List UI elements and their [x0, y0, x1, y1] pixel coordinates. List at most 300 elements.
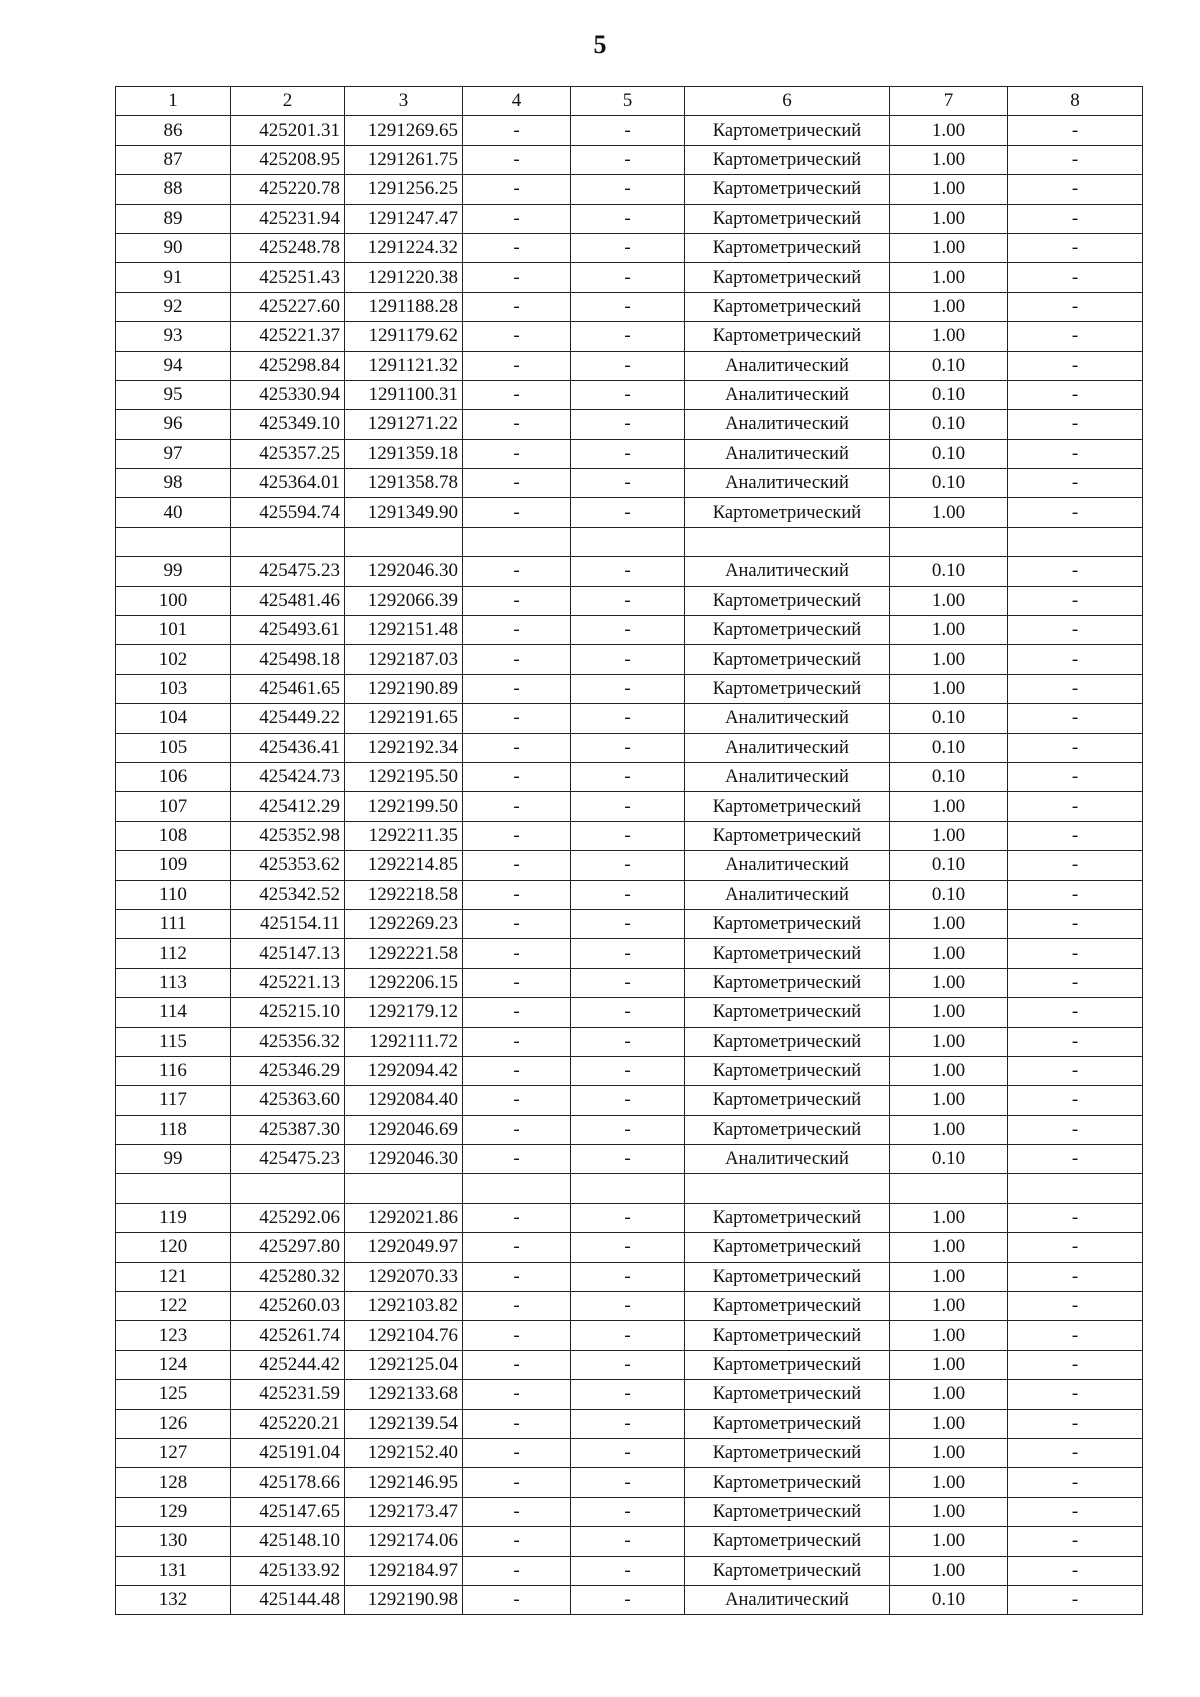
cell-coord-x: 425191.04: [231, 1438, 345, 1467]
cell-method: Аналитический: [685, 439, 890, 468]
cell-col-4: -: [463, 557, 571, 586]
table-row: [116, 616, 1143, 645]
cell-col-8: -: [1008, 645, 1143, 674]
cell-col-4: -: [463, 1321, 571, 1350]
cell-accuracy: 1.00: [890, 1409, 1008, 1438]
cell-coord-x: 425221.37: [231, 322, 345, 351]
cell-col-5: [571, 527, 685, 556]
cell-col-8: -: [1008, 998, 1143, 1027]
cell-coord-x: 425449.22: [231, 704, 345, 733]
cell-coord-y: 1292146.95: [345, 1468, 463, 1497]
cell-coord-y: 1292084.40: [345, 1086, 463, 1115]
cell-point-number: 86: [116, 116, 231, 145]
header-cell-8: 8: [1008, 87, 1143, 116]
cell-col-5: -: [571, 1056, 685, 1085]
cell-method: Картометрический: [685, 116, 890, 145]
cell-accuracy: 1.00: [890, 145, 1008, 174]
table-row: [116, 674, 1143, 703]
cell-method: [685, 527, 890, 556]
header-cell-1: 1: [116, 87, 231, 116]
cell-col-8: -: [1008, 322, 1143, 351]
cell-col-8: -: [1008, 439, 1143, 468]
cell-coord-y: 1292046.69: [345, 1115, 463, 1144]
cell-coord-y: [345, 527, 463, 556]
cell-accuracy: 1.00: [890, 1292, 1008, 1321]
header-cell-3: 3: [345, 87, 463, 116]
cell-coord-x: 425147.13: [231, 939, 345, 968]
cell-accuracy: 1.00: [890, 1556, 1008, 1585]
table-row: [116, 1056, 1143, 1085]
cell-col-4: -: [463, 351, 571, 380]
cell-col-5: -: [571, 792, 685, 821]
cell-col-5: -: [571, 498, 685, 527]
cell-point-number: 103: [116, 674, 231, 703]
cell-col-8: -: [1008, 939, 1143, 968]
cell-method: [685, 1174, 890, 1203]
cell-point-number: 126: [116, 1409, 231, 1438]
table-row: [116, 880, 1143, 909]
table-row: [116, 204, 1143, 233]
table-row: [116, 733, 1143, 762]
cell-accuracy: 1.00: [890, 322, 1008, 351]
header-row: [116, 87, 1143, 116]
cell-point-number: 102: [116, 645, 231, 674]
cell-accuracy: 0.10: [890, 439, 1008, 468]
cell-method: Картометрический: [685, 645, 890, 674]
cell-col-4: -: [463, 1556, 571, 1585]
cell-point-number: 107: [116, 792, 231, 821]
cell-method: Картометрический: [685, 1350, 890, 1379]
cell-col-8: -: [1008, 1409, 1143, 1438]
cell-col-4: -: [463, 704, 571, 733]
cell-point-number: 120: [116, 1233, 231, 1262]
cell-coord-x: 425330.94: [231, 380, 345, 409]
table-row: [116, 1438, 1143, 1467]
cell-col-8: -: [1008, 1438, 1143, 1467]
cell-col-5: -: [571, 586, 685, 615]
cell-point-number: 97: [116, 439, 231, 468]
cell-col-4: -: [463, 998, 571, 1027]
cell-point-number: 91: [116, 263, 231, 292]
cell-col-5: -: [571, 1233, 685, 1262]
cell-coord-y: 1292139.54: [345, 1409, 463, 1438]
cell-accuracy: 0.10: [890, 762, 1008, 791]
cell-col-8: -: [1008, 380, 1143, 409]
cell-col-4: -: [463, 1350, 571, 1379]
cell-coord-y: 1291179.62: [345, 322, 463, 351]
cell-method: Картометрический: [685, 1027, 890, 1056]
cell-point-number: 113: [116, 968, 231, 997]
page-number: 5: [593, 30, 607, 59]
cell-coord-x: 425280.32: [231, 1262, 345, 1291]
cell-col-4: -: [463, 733, 571, 762]
cell-col-8: -: [1008, 1203, 1143, 1232]
cell-col-5: -: [571, 1262, 685, 1291]
cell-coord-x: 425147.65: [231, 1497, 345, 1526]
cell-point-number: 92: [116, 292, 231, 321]
cell-col-4: -: [463, 792, 571, 821]
cell-coord-y: 1292049.97: [345, 1233, 463, 1262]
cell-point-number: 115: [116, 1027, 231, 1056]
cell-method: Аналитический: [685, 557, 890, 586]
cell-point-number: 98: [116, 469, 231, 498]
cell-coord-y: 1292214.85: [345, 851, 463, 880]
cell-point-number: 116: [116, 1056, 231, 1085]
cell-accuracy: 1.00: [890, 1027, 1008, 1056]
cell-method: Картометрический: [685, 1233, 890, 1262]
cell-col-4: -: [463, 263, 571, 292]
cell-accuracy: 0.10: [890, 1585, 1008, 1614]
cell-accuracy: 1.00: [890, 645, 1008, 674]
cell-coord-x: 425412.29: [231, 792, 345, 821]
cell-col-8: -: [1008, 762, 1143, 791]
cell-col-8: -: [1008, 1321, 1143, 1350]
cell-col-4: -: [463, 880, 571, 909]
cell-col-5: -: [571, 1556, 685, 1585]
cell-coord-y: 1292094.42: [345, 1056, 463, 1085]
cell-coord-y: 1292221.58: [345, 939, 463, 968]
cell-col-8: -: [1008, 292, 1143, 321]
cell-col-4: -: [463, 233, 571, 262]
cell-coord-x: 425498.18: [231, 645, 345, 674]
cell-coord-y: 1292133.68: [345, 1380, 463, 1409]
cell-accuracy: 1.00: [890, 998, 1008, 1027]
cell-accuracy: [890, 527, 1008, 556]
cell-accuracy: 1.00: [890, 1438, 1008, 1467]
cell-method: Аналитический: [685, 762, 890, 791]
cell-coord-x: 425493.61: [231, 616, 345, 645]
table-row: [116, 145, 1143, 174]
table-row: [116, 1262, 1143, 1291]
cell-point-number: 104: [116, 704, 231, 733]
cell-point-number: 119: [116, 1203, 231, 1232]
cell-col-8: -: [1008, 233, 1143, 262]
cell-coord-x: 425346.29: [231, 1056, 345, 1085]
cell-col-8: -: [1008, 204, 1143, 233]
cell-point-number: 90: [116, 233, 231, 262]
cell-col-5: -: [571, 1409, 685, 1438]
cell-coord-x: [231, 527, 345, 556]
cell-accuracy: 1.00: [890, 292, 1008, 321]
cell-col-8: -: [1008, 1468, 1143, 1497]
cell-col-5: -: [571, 733, 685, 762]
cell-accuracy: 1.00: [890, 204, 1008, 233]
cell-col-8: -: [1008, 557, 1143, 586]
cell-col-5: -: [571, 645, 685, 674]
table-row: [116, 1585, 1143, 1614]
cell-coord-y: [345, 1174, 463, 1203]
table-row: [116, 498, 1143, 527]
cell-coord-y: 1291358.78: [345, 469, 463, 498]
table-row: [116, 821, 1143, 850]
cell-col-8: -: [1008, 1350, 1143, 1379]
cell-col-4: -: [463, 1086, 571, 1115]
cell-method: Аналитический: [685, 704, 890, 733]
cell-col-5: -: [571, 851, 685, 880]
cell-point-number: 121: [116, 1262, 231, 1291]
cell-coord-x: 425357.25: [231, 439, 345, 468]
header-cell-7: 7: [890, 87, 1008, 116]
table-row: [116, 1380, 1143, 1409]
cell-method: Картометрический: [685, 322, 890, 351]
cell-col-5: -: [571, 322, 685, 351]
cell-coord-y: 1291220.38: [345, 263, 463, 292]
cell-method: Картометрический: [685, 1556, 890, 1585]
cell-accuracy: 1.00: [890, 263, 1008, 292]
cell-point-number: 108: [116, 821, 231, 850]
table-row: [116, 1145, 1143, 1174]
cell-accuracy: 1.00: [890, 1497, 1008, 1526]
cell-col-8: -: [1008, 909, 1143, 938]
cell-accuracy: 1.00: [890, 909, 1008, 938]
cell-point-number: 112: [116, 939, 231, 968]
header-cell-5: 5: [571, 87, 685, 116]
cell-method: Картометрический: [685, 292, 890, 321]
cell-col-5: -: [571, 968, 685, 997]
cell-col-4: -: [463, 116, 571, 145]
cell-col-5: -: [571, 1468, 685, 1497]
table-row: [116, 1115, 1143, 1144]
cell-coord-x: 425231.94: [231, 204, 345, 233]
cell-method: Картометрический: [685, 939, 890, 968]
cell-point-number: 88: [116, 175, 231, 204]
table-row: [116, 968, 1143, 997]
cell-method: Картометрический: [685, 263, 890, 292]
cell-coord-y: 1292190.98: [345, 1585, 463, 1614]
cell-method: Картометрический: [685, 586, 890, 615]
cell-col-4: -: [463, 762, 571, 791]
cell-point-number: 105: [116, 733, 231, 762]
cell-col-4: -: [463, 851, 571, 880]
cell-coord-x: 425148.10: [231, 1527, 345, 1556]
cell-method: Картометрический: [685, 204, 890, 233]
cell-accuracy: 1.00: [890, 498, 1008, 527]
cell-coord-x: 425461.65: [231, 674, 345, 703]
cell-coord-x: 425231.59: [231, 1380, 345, 1409]
cell-col-4: -: [463, 1585, 571, 1614]
cell-accuracy: 1.00: [890, 1203, 1008, 1232]
table-row: [116, 557, 1143, 586]
cell-accuracy: 1.00: [890, 821, 1008, 850]
cell-col-4: -: [463, 1145, 571, 1174]
cell-col-5: -: [571, 880, 685, 909]
cell-point-number: 110: [116, 880, 231, 909]
cell-coord-y: 1292152.40: [345, 1438, 463, 1467]
cell-col-5: -: [571, 233, 685, 262]
cell-coord-y: 1291271.22: [345, 410, 463, 439]
cell-coord-y: 1292111.72: [345, 1027, 463, 1056]
cell-point-number: 95: [116, 380, 231, 409]
cell-method: Картометрический: [685, 968, 890, 997]
cell-col-4: -: [463, 1527, 571, 1556]
cell-point-number: 109: [116, 851, 231, 880]
cell-coord-y: 1292192.34: [345, 733, 463, 762]
cell-accuracy: 1.00: [890, 175, 1008, 204]
cell-method: Картометрический: [685, 1292, 890, 1321]
cell-col-8: -: [1008, 1585, 1143, 1614]
cell-coord-y: 1292199.50: [345, 792, 463, 821]
cell-accuracy: 1.00: [890, 233, 1008, 262]
cell-method: Картометрический: [685, 1497, 890, 1526]
cell-col-8: -: [1008, 1556, 1143, 1585]
cell-col-8: [1008, 527, 1143, 556]
cell-point-number: 127: [116, 1438, 231, 1467]
cell-method: Картометрический: [685, 998, 890, 1027]
cell-accuracy: 0.10: [890, 380, 1008, 409]
cell-coord-y: 1292218.58: [345, 880, 463, 909]
cell-method: Картометрический: [685, 1468, 890, 1497]
cell-col-8: -: [1008, 1027, 1143, 1056]
cell-accuracy: 1.00: [890, 116, 1008, 145]
cell-col-5: -: [571, 292, 685, 321]
cell-col-5: -: [571, 1321, 685, 1350]
header-cell-6: 6: [685, 87, 890, 116]
cell-point-number: [116, 527, 231, 556]
table-row: [116, 1321, 1143, 1350]
cell-method: Картометрический: [685, 175, 890, 204]
table-row: [116, 410, 1143, 439]
cell-coord-y: 1291121.32: [345, 351, 463, 380]
cell-coord-x: 425133.92: [231, 1556, 345, 1585]
cell-coord-x: 425178.66: [231, 1468, 345, 1497]
cell-accuracy: 0.10: [890, 704, 1008, 733]
cell-coord-x: 425208.95: [231, 145, 345, 174]
table-row: [116, 439, 1143, 468]
cell-col-5: -: [571, 1115, 685, 1144]
cell-method: Аналитический: [685, 380, 890, 409]
cell-col-8: -: [1008, 1233, 1143, 1262]
table-row: [116, 527, 1143, 556]
table-body: [116, 116, 1143, 1615]
cell-col-5: -: [571, 1086, 685, 1115]
cell-col-5: -: [571, 1292, 685, 1321]
cell-accuracy: 1.00: [890, 1527, 1008, 1556]
cell-point-number: 118: [116, 1115, 231, 1144]
cell-coord-x: 425154.11: [231, 909, 345, 938]
cell-accuracy: 1.00: [890, 968, 1008, 997]
cell-col-5: [571, 1174, 685, 1203]
cell-col-4: -: [463, 1115, 571, 1144]
cell-accuracy: 1.00: [890, 674, 1008, 703]
cell-col-5: -: [571, 380, 685, 409]
cell-method: Картометрический: [685, 1409, 890, 1438]
cell-col-4: -: [463, 1056, 571, 1085]
table-row: [116, 175, 1143, 204]
cell-coord-x: 425297.80: [231, 1233, 345, 1262]
cell-point-number: 131: [116, 1556, 231, 1585]
cell-col-4: -: [463, 968, 571, 997]
cell-method: Аналитический: [685, 410, 890, 439]
cell-coord-x: 425227.60: [231, 292, 345, 321]
cell-col-8: -: [1008, 616, 1143, 645]
cell-col-8: -: [1008, 1292, 1143, 1321]
cell-coord-x: 425342.52: [231, 880, 345, 909]
cell-col-8: -: [1008, 968, 1143, 997]
cell-col-5: -: [571, 1027, 685, 1056]
cell-method: Картометрический: [685, 1380, 890, 1409]
cell-col-8: -: [1008, 851, 1143, 880]
cell-col-8: -: [1008, 704, 1143, 733]
cell-coord-x: 425221.13: [231, 968, 345, 997]
cell-point-number: 122: [116, 1292, 231, 1321]
cell-accuracy: 1.00: [890, 1233, 1008, 1262]
cell-coord-y: 1292125.04: [345, 1350, 463, 1379]
cell-col-4: -: [463, 322, 571, 351]
cell-col-4: -: [463, 145, 571, 174]
cell-col-4: -: [463, 645, 571, 674]
cell-method: Картометрический: [685, 1262, 890, 1291]
table-row: [116, 233, 1143, 262]
cell-coord-y: 1292046.30: [345, 1145, 463, 1174]
cell-method: Картометрический: [685, 145, 890, 174]
cell-coord-y: 1292103.82: [345, 1292, 463, 1321]
cell-col-5: -: [571, 439, 685, 468]
cell-method: Аналитический: [685, 351, 890, 380]
cell-coord-x: 425356.32: [231, 1027, 345, 1056]
table-row: [116, 1350, 1143, 1379]
cell-col-8: -: [1008, 733, 1143, 762]
cell-coord-x: 425424.73: [231, 762, 345, 791]
cell-col-5: -: [571, 1350, 685, 1379]
cell-col-5: -: [571, 263, 685, 292]
cell-col-8: -: [1008, 792, 1143, 821]
cell-col-5: -: [571, 1585, 685, 1614]
cell-coord-x: 425244.42: [231, 1350, 345, 1379]
cell-accuracy: 1.00: [890, 1115, 1008, 1144]
cell-coord-x: 425261.74: [231, 1321, 345, 1350]
cell-method: Картометрический: [685, 674, 890, 703]
cell-coord-x: 425292.06: [231, 1203, 345, 1232]
cell-coord-x: [231, 1174, 345, 1203]
cell-point-number: 117: [116, 1086, 231, 1115]
cell-coord-x: 425201.31: [231, 116, 345, 145]
cell-coord-y: 1292174.06: [345, 1527, 463, 1556]
cell-col-8: -: [1008, 1145, 1143, 1174]
cell-col-8: -: [1008, 410, 1143, 439]
cell-col-8: -: [1008, 674, 1143, 703]
table-row: [116, 469, 1143, 498]
cell-col-4: -: [463, 410, 571, 439]
table-row: [116, 1174, 1143, 1203]
cell-col-5: -: [571, 469, 685, 498]
cell-col-8: -: [1008, 351, 1143, 380]
cell-col-5: -: [571, 762, 685, 791]
cell-col-4: -: [463, 1468, 571, 1497]
cell-point-number: 96: [116, 410, 231, 439]
cell-coord-y: 1292190.89: [345, 674, 463, 703]
table-row: [116, 645, 1143, 674]
cell-method: Аналитический: [685, 1585, 890, 1614]
cell-coord-x: 425352.98: [231, 821, 345, 850]
cell-col-8: -: [1008, 1056, 1143, 1085]
cell-col-5: -: [571, 351, 685, 380]
table-row: [116, 380, 1143, 409]
cell-col-8: -: [1008, 1115, 1143, 1144]
cell-coord-x: 425475.23: [231, 1145, 345, 1174]
cell-method: Аналитический: [685, 733, 890, 762]
cell-col-4: -: [463, 1292, 571, 1321]
cell-accuracy: 0.10: [890, 733, 1008, 762]
cell-col-5: -: [571, 674, 685, 703]
cell-point-number: 130: [116, 1527, 231, 1556]
cell-col-5: -: [571, 175, 685, 204]
table-row: [116, 939, 1143, 968]
cell-method: Картометрический: [685, 1203, 890, 1232]
cell-accuracy: 0.10: [890, 557, 1008, 586]
cell-point-number: 128: [116, 1468, 231, 1497]
coordinates-table: [115, 86, 1143, 1615]
cell-accuracy: 1.00: [890, 1056, 1008, 1085]
